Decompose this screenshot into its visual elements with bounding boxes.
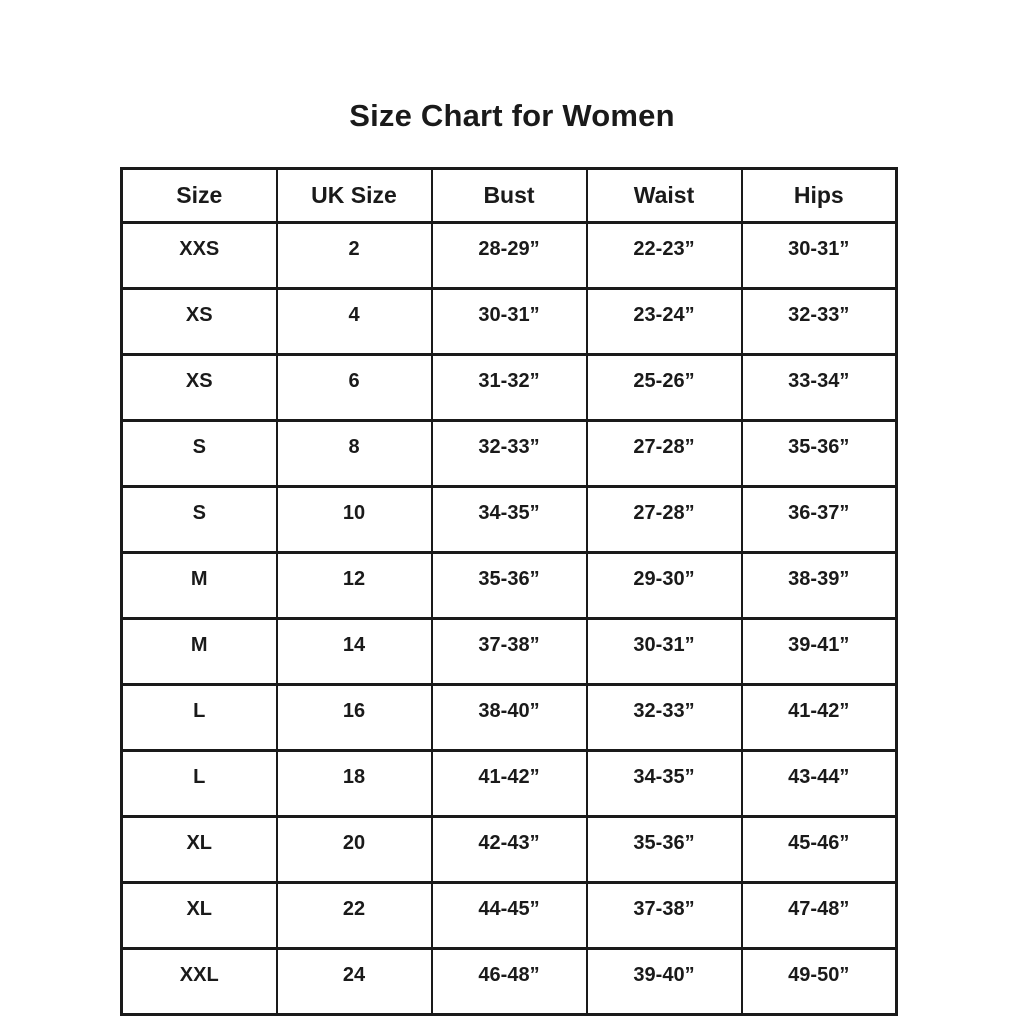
column-header: Bust — [432, 169, 587, 223]
table-cell: 10 — [277, 487, 432, 553]
table-row — [122, 751, 897, 817]
table-cell: 8 — [277, 421, 432, 487]
table-cell: 38-40” — [432, 685, 587, 751]
table-cell: L — [122, 751, 277, 817]
column-header: UK Size — [277, 169, 432, 223]
table-cell: 24 — [277, 949, 432, 1015]
table-row — [122, 817, 897, 883]
table-row — [122, 685, 897, 751]
table-cell: 32-33” — [432, 421, 587, 487]
table-header — [122, 169, 897, 223]
table-cell: 42-43” — [432, 817, 587, 883]
table-cell: 37-38” — [432, 619, 587, 685]
table-cell: 44-45” — [432, 883, 587, 949]
table-cell: 2 — [277, 223, 432, 289]
page-title: Size Chart for Women — [349, 98, 675, 133]
table-cell: 30-31” — [432, 289, 587, 355]
table-cell: 37-38” — [587, 883, 742, 949]
table-row — [122, 223, 897, 289]
table-cell: 39-41” — [742, 619, 897, 685]
table-cell: XS — [122, 355, 277, 421]
table-row — [122, 619, 897, 685]
table-cell: 27-28” — [587, 421, 742, 487]
header-row — [122, 169, 897, 223]
table-cell: 46-48” — [432, 949, 587, 1015]
table-cell: 22 — [277, 883, 432, 949]
table-row — [122, 355, 897, 421]
table-cell: M — [122, 619, 277, 685]
table-cell: 35-36” — [432, 553, 587, 619]
table-cell: 12 — [277, 553, 432, 619]
table-cell: 36-37” — [742, 487, 897, 553]
table-cell: 30-31” — [742, 223, 897, 289]
table-cell: 33-34” — [742, 355, 897, 421]
table-cell: 6 — [277, 355, 432, 421]
table-cell: 34-35” — [587, 751, 742, 817]
table-cell: 16 — [277, 685, 432, 751]
table-cell: 18 — [277, 751, 432, 817]
table-cell: XL — [122, 817, 277, 883]
column-header: Hips — [742, 169, 897, 223]
table-cell: XL — [122, 883, 277, 949]
column-header: Waist — [587, 169, 742, 223]
table-cell: 34-35” — [432, 487, 587, 553]
table-cell: XS — [122, 289, 277, 355]
table-cell: 27-28” — [587, 487, 742, 553]
table-cell: 35-36” — [587, 817, 742, 883]
table-cell: 14 — [277, 619, 432, 685]
table-cell: 41-42” — [742, 685, 897, 751]
table-cell: 31-32” — [432, 355, 587, 421]
table-cell: 28-29” — [432, 223, 587, 289]
table-cell: 20 — [277, 817, 432, 883]
table-cell: 43-44” — [742, 751, 897, 817]
table-cell: XXL — [122, 949, 277, 1015]
table-cell: 38-39” — [742, 553, 897, 619]
table-cell: XXS — [122, 223, 277, 289]
table-cell: 4 — [277, 289, 432, 355]
table-cell: 22-23” — [587, 223, 742, 289]
size-chart-table — [120, 167, 898, 1016]
table-cell: S — [122, 421, 277, 487]
table-cell: 45-46” — [742, 817, 897, 883]
column-header: Size — [122, 169, 277, 223]
table-cell: 32-33” — [742, 289, 897, 355]
table-cell: 32-33” — [587, 685, 742, 751]
table-row — [122, 883, 897, 949]
table-cell: 41-42” — [432, 751, 587, 817]
table-row — [122, 421, 897, 487]
table-cell: 23-24” — [587, 289, 742, 355]
table-cell: 30-31” — [587, 619, 742, 685]
table-row — [122, 553, 897, 619]
table-row — [122, 289, 897, 355]
table-cell: 47-48” — [742, 883, 897, 949]
table-cell: 39-40” — [587, 949, 742, 1015]
table-row — [122, 487, 897, 553]
table-cell: L — [122, 685, 277, 751]
table-cell: S — [122, 487, 277, 553]
table-body — [122, 223, 897, 1015]
table-cell: 49-50” — [742, 949, 897, 1015]
table-cell: 25-26” — [587, 355, 742, 421]
table-cell: M — [122, 553, 277, 619]
table-cell: 29-30” — [587, 553, 742, 619]
table-row — [122, 949, 897, 1015]
table-cell: 35-36” — [742, 421, 897, 487]
